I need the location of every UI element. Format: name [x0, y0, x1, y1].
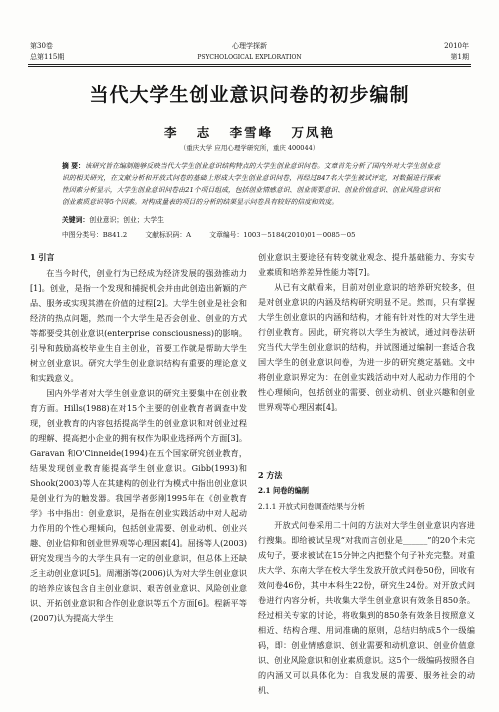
affiliation: （重庆大学 应用心理学研究所，重庆 400044） — [179, 144, 320, 152]
article-number: 文章编号：1003－5184(2010)01－0085－05 — [209, 231, 356, 239]
keywords-label: 关键词： — [62, 216, 90, 224]
header-journal-cn: 心理学探新 — [232, 42, 267, 50]
paragraph: 国内外学者对大学生创业意识的研究主要集中在创业教育方面。Hills(1988)在对15个主要的创业教育者调查中发现，创业教育的内容包括提高学生的创业意识和对创业过程的理解、提高把小企业的拥有权作为职业选择两个方面[3]。Garavan 和O'Cinneide(1994)在五个国家研究创业教育，结果发现创业教育能提高学生创业意识。Gibb(1993)和Shook(2003)等人在其建构的创业行为模式中指出创业意识是创业行为的触发器。我国学者彭刚1995年在《创业教育学》书中指出：创业意识，是指在创业实践活动中对人起动力作用的个性心理倾向，包括创业需要、创业动机、创业兴趣、创业信仰和创业世界观等心理因素[4]。屈扬等人(2003)研究发现当今的大学生具有一定的创业意识，但总体上还缺乏主动创业意识[5]。周湘浙等(2006)认为对大学生创业意识的培养应该包含自主创业意识、艰苦创业意识、风险创业意识、开拓创业意识和合作创业意识等五个方面[6]。程新平等(2007)认为提高大学生 — [30, 388, 247, 623]
paragraph: 创业意识主要途径有转变就业观念、提升基础能力、夯实专业素质和培养差异性能力等[7]。 — [258, 252, 475, 277]
header-journal-en: PSYCHOLOGICAL EXPLORATION — [197, 54, 302, 61]
subsection-heading: 2.1.1 开放式问卷调查结果与分析 — [258, 502, 365, 511]
author: 李雪峰 — [229, 125, 274, 140]
right-column — [258, 250, 475, 415]
keywords — [62, 214, 164, 224]
abstract-label: 摘 要： — [62, 162, 85, 170]
subsection-heading: 2.1 问卷的编制 — [258, 486, 309, 495]
author: 万凤艳 — [291, 125, 336, 140]
header-volume: 第30卷 — [30, 42, 53, 50]
header-year: 2010年 — [444, 42, 469, 50]
header-rule-thin — [28, 66, 471, 67]
paper-title: 当代大学生创业意识问卷的初步编制 — [89, 84, 410, 106]
paragraph: 从已有文献看来，目前对创业意识的培养研究较多，但是对创业意识的内涵及结构研究明显不足。然而，只有掌握大学生创业意识的内涵和结构，才能有针对性的对大学生进行创业教育。因此，研究将以大学生为被试，通过问卷法研究当代大学生创业意识的结构，并试图通过编制一套适合我国大学生的创业意识问卷，为进一步的研究奠定基础。文中将创业意识界定为：在创业实践活动中对人起动力作用的个性心理倾向，包括创业的需要、创业动机、创业兴趣和创业世界观等心理因素[4]。 — [258, 282, 475, 412]
document-code: 文献标识码：A — [145, 231, 192, 239]
author-list — [0, 123, 499, 141]
author: 李 志 — [163, 125, 212, 140]
paragraph: 在当今时代，创业行为已经成为经济发展的强劲推动力[1]。创业，是指一个发现和捕捉机会并由此创造出新颖的产品、服务或实现其潜在价值的过程[2]。大学生创业是社会和经济的热点问题，然而一个大学生是否会创业、创业的方式等都要受其创业意识(enterprise consciousness)的影响。引导和鼓励高校毕业生自主创业，首要工作就是帮助大学生树立创业意识。研究大学生创业意识结构有重要的理论意义和实践意义。 — [30, 268, 247, 383]
header-issue: 第1期 — [450, 53, 469, 61]
header-rule — [28, 64, 471, 65]
section-heading-method: 2 方法 — [258, 470, 283, 480]
section-heading-intro: 1 引言 — [30, 252, 55, 262]
header-issue-total: 总第115期 — [30, 53, 65, 61]
right-column-continued — [258, 518, 475, 698]
paragraph: 开放式问卷采用二十问的方法对大学生创业意识内容进行搜集。即给被试呈现“对我而言创业是______”的20个未完成句子，要求被试在15分钟之内把整个句子补充完整。对重庆大学、东南大学在校大学生发放开放式问卷50份，回收有效问卷46份，其中本科生22份，研究生24份。对开放式问卷进行内容分析，共收集大学生创业意识有效条目850条。经过相关专家的讨论，将收集到的850条有效条目按照意义相近、结构合理、用词准确的原则，总结归纳成5个一级编码，即：创业情感意识、创业需要和动机意识、创业价值意识、创业风险意识和创业素质意识。这5个一级编码按照各自的内涵又可以具体化为：自我发展的需要、服务社会的动机、 — [258, 520, 475, 695]
clc-number: 中图分类号：B841.2 — [62, 231, 128, 239]
keywords-text: 创业意识；创业；大学生 — [89, 216, 164, 224]
classification-line — [62, 229, 442, 239]
abstract — [62, 160, 440, 208]
left-column — [30, 266, 247, 626]
abstract-text: 该研究旨在编制能够反映当代大学生创业意识结构特点的大学生创业意识问卷。文章首先分析了国内外对大学生创业意识的相关研究，在文献分析和开放式问卷的基础上形成大学生创业意识问卷，再经过847名大学生被试评定，对数据进行探索性因素分析显示，大学生创业意识问卷由21个项目组成，包括创业情感意识、创业需要意识、创业价值意识、创业风险意识和创业素质意识等5个因素。对构成量表的项目的分析的结果显示问卷具有较好的信度和效度。 — [62, 162, 440, 206]
